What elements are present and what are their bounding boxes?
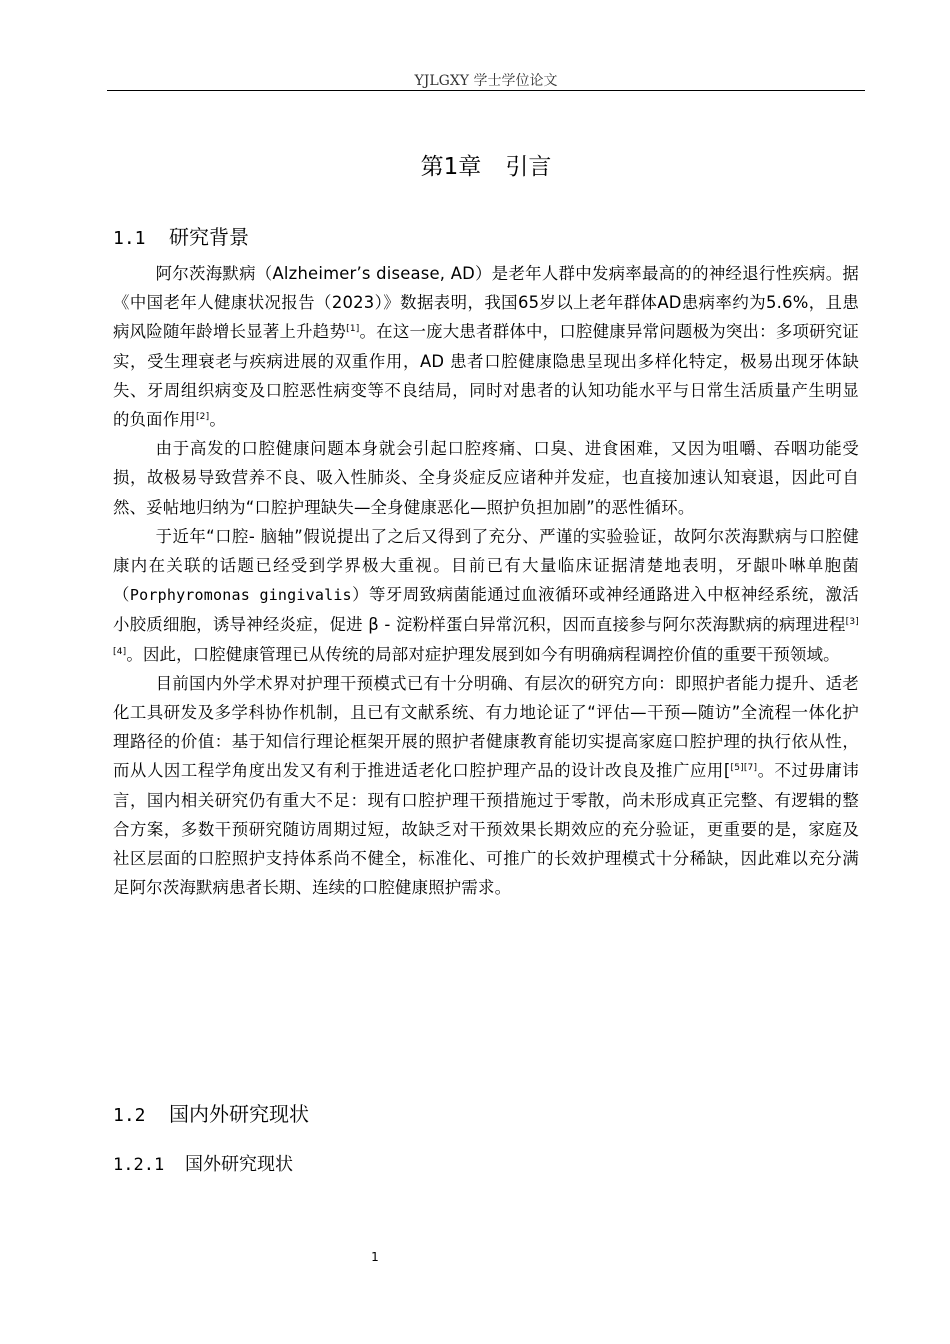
paragraph <box>113 522 859 669</box>
paragraph <box>113 259 859 434</box>
section-body-1-1 <box>113 259 859 902</box>
chapter-number: 第1章 <box>420 154 482 180</box>
citation: [3][4] <box>113 617 859 657</box>
page-number: 1 <box>371 1250 379 1264</box>
paragraph-text: ）等牙周致病菌能通过血液循环或神经通路进入中枢神经系统，激活小胶质细胞，诱导神经炎症，促进 β - 淀粉样蛋白异常沉积，因而直接参与阿尔茨海默病的病理进程 <box>113 585 860 635</box>
species-name: Porphyromonas gingivalis <box>129 586 352 605</box>
citation: [1] <box>346 324 360 335</box>
paragraph-text: 。在这一庞大患者群体中，口腔健康异常问题极为突出：多项研究证实，受生理衰老与疾病进展的双重作用，AD 患者口腔健康隐患呈现出多样化特定，极易出现牙体缺失、牙周组织病变及口腔恶性病变等不良结局，同时对患者的认知功能水平与日常生活质量产生明显的负面作用 <box>113 322 859 430</box>
section-number: 1.1 <box>113 228 146 249</box>
paragraph-text: 于近年“口腔- 脑轴”假说提出了之后又得到了充分、严谨的实验验证，故阿尔茨海默病与口腔健康内在关联的话题已经受到学界极大重视。目前已有大量临床证据清楚地表明，牙龈卟啉单胞菌（ <box>113 526 859 605</box>
chapter-name: 引言 <box>505 154 552 180</box>
running-header: YJLGXY 学士学位论文 <box>414 73 558 89</box>
paragraph-text: 由于高发的口腔健康问题本身就会引起口腔疼痛、口臭、进食困难，又因为咀嚼、吞咽功能受损，故极易导致营养不良、吸入性肺炎、全身炎症反应诸种并发症，也直接加速认知衰退，因此可自然、妥帖地归纳为“口腔护理缺失—全身健康恶化—照护负担加剧”的恶性循环。 <box>113 439 859 517</box>
paragraph <box>113 669 859 903</box>
paragraph-text: 。 <box>209 410 226 430</box>
section-heading-1-1 <box>113 221 249 250</box>
paragraph-text: 目前国内外学术界对护理干预模式已有十分明确、有层次的研究方向：即照护者能力提升、适老化工具研发及多学科协作机制，且已有文献系统、有力地论证了“评估—干预—随访”全流程一体化护理路径的价值：基于知信行理论框架开展的照护者健康教育能切实提高家庭口腔护理的执行依从性，而从人因工程学角度出发又有利于推进适老化口腔护理产品的设计改良及推广应用[ <box>113 673 859 781</box>
chapter-title <box>107 148 865 181</box>
section-number: 1.2 <box>113 1105 146 1126</box>
subsection-heading-1-2-1 <box>113 1150 293 1176</box>
paragraph-text: 。不过毋庸讳言，国内相关研究仍有重大不足：现有口腔护理干预措施过于零散，尚未形成真正完整、有逻辑的整合方案，多数干预研究随访周期过短，故缺乏对干预效果长期效应的充分验证，更重要的是，家庭及社区层面的口腔照护支持体系尚不健全，标准化、可推广的长效护理模式十分稀缺，因此难以充分满足阿尔茨海默病患者长期、连续的口腔健康照护需求。 <box>113 761 860 898</box>
section-title: 研究背景 <box>169 225 249 249</box>
citation: [5][7] <box>730 763 758 774</box>
subsection-title: 国外研究现状 <box>185 1154 293 1175</box>
header-divider <box>107 90 865 91</box>
paragraph-text: 。因此，口腔健康管理已从传统的局部对症护理发展到如今有明确病程调控价值的重要干预领域。 <box>126 644 840 664</box>
paragraph <box>113 434 859 522</box>
section-heading-1-2 <box>113 1098 309 1127</box>
paragraph-text: 阿尔茨海默病（Alzheimer’s disease, AD）是老年人群中发病率最高的的神经退行性疾病。据《中国老年人健康状况报告（2023）》数据表明，我国65岁以上老年群体AD患病率约为5.6%，且患病风险随年龄增长显著上升趋势 <box>113 264 859 342</box>
citation: [2] <box>195 412 210 423</box>
subsection-number: 1.2.1 <box>113 1155 165 1175</box>
section-title: 国内外研究现状 <box>169 1102 309 1126</box>
